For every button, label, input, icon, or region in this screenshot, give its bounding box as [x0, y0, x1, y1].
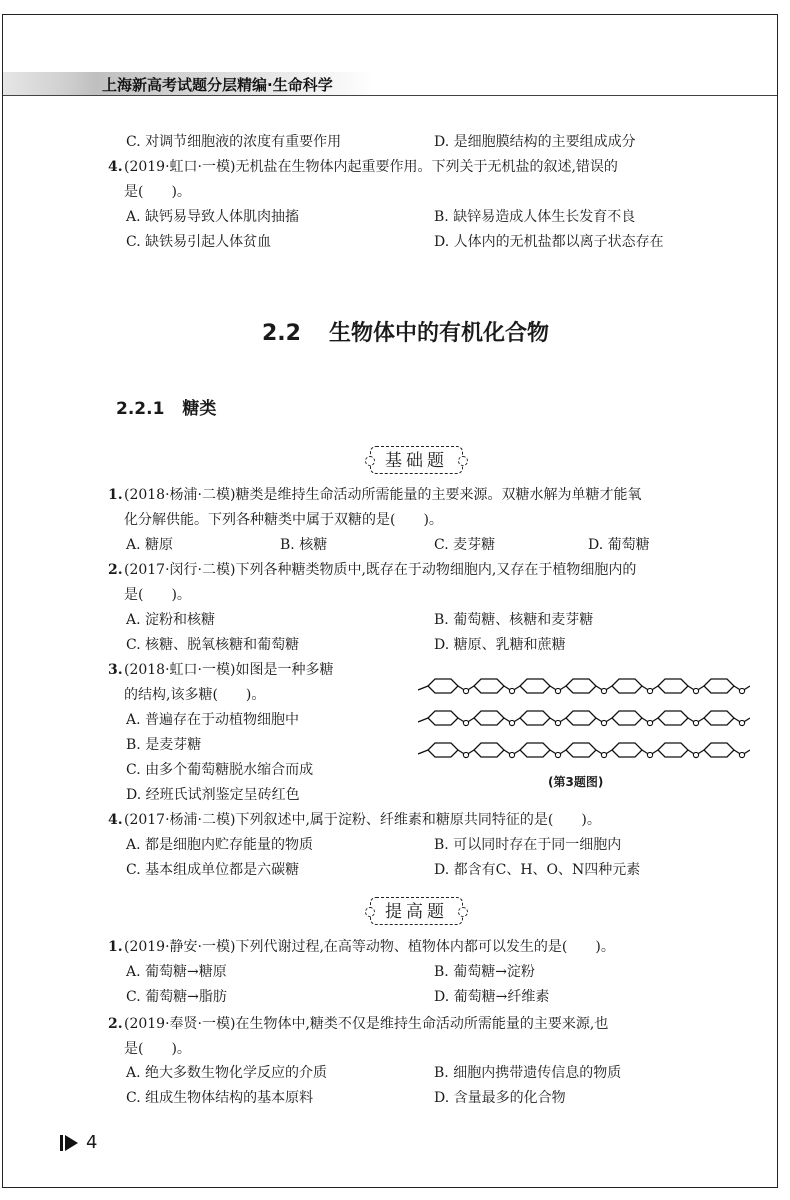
- footer-bar-icon: [60, 1135, 63, 1151]
- glucose-ring: [474, 679, 504, 693]
- adv-q1-option-d: D. 葡萄糖→纤维素: [434, 989, 550, 1005]
- oxygen-atom: [739, 720, 744, 725]
- oxygen-atom: [555, 720, 560, 725]
- section-heading: [262, 316, 549, 347]
- page-frame: [2, 14, 778, 1188]
- oxygen-atom: [693, 688, 698, 693]
- subsection-number: 2.2.1: [116, 399, 165, 419]
- basic-q4-option-a: A. 都是细胞内贮存能量的物质: [126, 837, 314, 853]
- basic-q1-option-a: A. 糖原: [126, 537, 174, 553]
- adv-q1-option-b: B. 葡萄糖→淀粉: [434, 964, 535, 980]
- glucose-ring: [704, 711, 734, 725]
- oxygen-atom: [601, 720, 606, 725]
- basic-q4-option-c: C. 基本组成单位都是六碳糖: [126, 862, 300, 878]
- prev-q4-option-c: C. 缺铁易引起人体贫血: [126, 234, 272, 250]
- glucose-ring: [612, 743, 642, 757]
- glucose-ring: [658, 711, 688, 725]
- page-number: 4: [86, 1132, 98, 1153]
- glucose-ring: [566, 711, 596, 725]
- oxygen-atom: [739, 688, 744, 693]
- prev-option-c: C. 对调节细胞液的浓度有重要作用: [126, 134, 342, 150]
- basic-q1-stem-line1: (2018·杨浦·二模)糖类是维持生命活动所需能量的主要来源。双糖水解为单糖才能氧: [124, 487, 642, 503]
- basic-q3-option-c: C. 由多个葡萄糖脱水缩合而成: [126, 762, 314, 778]
- chain-row: [418, 679, 750, 694]
- adv-q2-stem-line1: (2019·奉贤·一模)在生物体中,糖类不仅是维持生命活动所需能量的主要来源,也: [124, 1016, 609, 1032]
- footer-arrow-icon: [65, 1135, 78, 1151]
- adv-q2-option-b: B. 细胞内携带遗传信息的物质: [434, 1065, 622, 1081]
- adv-q1-option-c: C. 葡萄糖→脂肪: [126, 989, 227, 1005]
- adv-q2-number: 2.: [108, 1016, 123, 1032]
- prev-q4-stem-line1: (2019·虹口·一模)无机盐在生物体内起重要作用。下列关于无机盐的叙述,错误的: [124, 159, 618, 175]
- subsection-title: 糖类: [182, 399, 217, 419]
- basic-q1-option-d: D. 葡萄糖: [588, 537, 650, 553]
- basic-badge: 基础题: [370, 446, 463, 474]
- oxygen-atom: [509, 720, 514, 725]
- basic-q3-option-d: D. 经班氏试剂鉴定呈砖红色: [126, 787, 300, 803]
- oxygen-atom: [693, 720, 698, 725]
- basic-q1-number: 1.: [108, 487, 123, 503]
- oxygen-atom: [601, 688, 606, 693]
- adv-q2-option-d: D. 含量最多的化合物: [434, 1090, 566, 1106]
- book-title: 上海新高考试题分层精编·生命科学: [102, 76, 333, 94]
- oxygen-atom: [647, 752, 652, 757]
- glucose-ring: [566, 743, 596, 757]
- glucose-ring: [658, 679, 688, 693]
- basic-q2-number: 2.: [108, 562, 123, 578]
- basic-q2-option-b: B. 葡萄糖、核糖和麦芽糖: [434, 612, 594, 628]
- adv-q1-option-a: A. 葡萄糖→糖原: [126, 964, 227, 980]
- section-title: 生物体中的有机化合物: [328, 321, 549, 346]
- basic-q4-option-d: D. 都含有C、H、O、N四种元素: [434, 862, 641, 878]
- glucose-ring: [428, 743, 458, 757]
- glucose-ring: [658, 743, 688, 757]
- oxygen-atom: [693, 752, 698, 757]
- oxygen-atom: [555, 688, 560, 693]
- glucose-ring: [520, 743, 550, 757]
- oxygen-atom: [647, 688, 652, 693]
- basic-q1-option-c: C. 麦芽糖: [434, 537, 496, 553]
- adv-q1-stem-line1: (2019·静安·一模)下列代谢过程,在高等动物、植物体内都可以发生的是( )。: [124, 939, 615, 955]
- basic-q3-stem-line1: (2018·虹口·一模)如图是一种多糖: [124, 662, 334, 678]
- basic-q1-option-b: B. 核糖: [280, 537, 328, 553]
- oxygen-atom: [463, 688, 468, 693]
- basic-q2-option-d: D. 糖原、乳糖和蔗糖: [434, 637, 566, 653]
- advanced-badge: 提高题: [370, 897, 463, 925]
- page-footer: [60, 1132, 97, 1153]
- oxygen-atom: [463, 752, 468, 757]
- basic-q3-option-a: A. 普遍存在于动植物细胞中: [126, 712, 300, 728]
- oxygen-atom: [555, 752, 560, 757]
- glucose-ring: [704, 679, 734, 693]
- header-rule: [3, 95, 777, 96]
- glucose-ring: [428, 679, 458, 693]
- glucose-ring: [704, 743, 734, 757]
- section-number: 2.2: [262, 321, 301, 346]
- figure-caption: (第3题图): [548, 775, 604, 789]
- oxygen-atom: [509, 688, 514, 693]
- oxygen-atom: [739, 752, 744, 757]
- glucose-ring: [474, 743, 504, 757]
- basic-q4-number: 4.: [108, 812, 123, 828]
- glucose-ring: [474, 711, 504, 725]
- adv-q2-stem-line2: 是( )。: [124, 1041, 191, 1057]
- prev-q4-option-a: A. 缺钙易导致人体肌肉抽搐: [126, 209, 300, 225]
- prev-q4-stem-line2: 是( )。: [124, 184, 191, 200]
- basic-q1-stem-line2: 化分解供能。下列各种糖类中属于双糖的是( )。: [124, 512, 443, 528]
- basic-q3-stem-line2: 的结构,该多糖( )。: [124, 687, 266, 703]
- basic-q2-option-a: A. 淀粉和核糖: [126, 612, 216, 628]
- oxygen-atom: [647, 720, 652, 725]
- polysaccharide-figure: [418, 674, 750, 774]
- glucose-ring: [428, 711, 458, 725]
- oxygen-atom: [463, 720, 468, 725]
- glucose-ring: [566, 679, 596, 693]
- prev-q4-number: 4.: [108, 159, 123, 175]
- oxygen-atom: [601, 752, 606, 757]
- basic-q2-stem-line2: 是( )。: [124, 587, 191, 603]
- prev-option-d: D. 是细胞膜结构的主要组成成分: [434, 134, 636, 150]
- glucose-ring: [520, 679, 550, 693]
- basic-q3-option-b: B. 是麦芽糖: [126, 737, 202, 753]
- oxygen-atom: [509, 752, 514, 757]
- chain-row: [418, 743, 750, 758]
- chain-row: [418, 711, 750, 726]
- subsection-heading: [116, 394, 216, 419]
- adv-q1-number: 1.: [108, 939, 123, 955]
- basic-q3-number: 3.: [108, 662, 123, 678]
- glucose-ring: [612, 679, 642, 693]
- glucose-ring: [520, 711, 550, 725]
- basic-q2-option-c: C. 核糖、脱氧核糖和葡萄糖: [126, 637, 300, 653]
- basic-q4-stem-line1: (2017·杨浦·二模)下列叙述中,属于淀粉、纤维素和糖原共同特征的是( )。: [124, 812, 601, 828]
- basic-q4-option-b: B. 可以同时存在于同一细胞内: [434, 837, 622, 853]
- adv-q2-option-c: C. 组成生物体结构的基本原料: [126, 1090, 314, 1106]
- prev-q4-option-d: D. 人体内的无机盐都以离子状态存在: [434, 234, 664, 250]
- prev-q4-option-b: B. 缺锌易造成人体生长发育不良: [434, 209, 636, 225]
- basic-q2-stem-line1: (2017·闵行·二模)下列各种糖类物质中,既存在于动物细胞内,又存在于植物细胞内的: [124, 562, 637, 578]
- adv-q2-option-a: A. 绝大多数生物化学反应的介质: [126, 1065, 328, 1081]
- glucose-ring: [612, 711, 642, 725]
